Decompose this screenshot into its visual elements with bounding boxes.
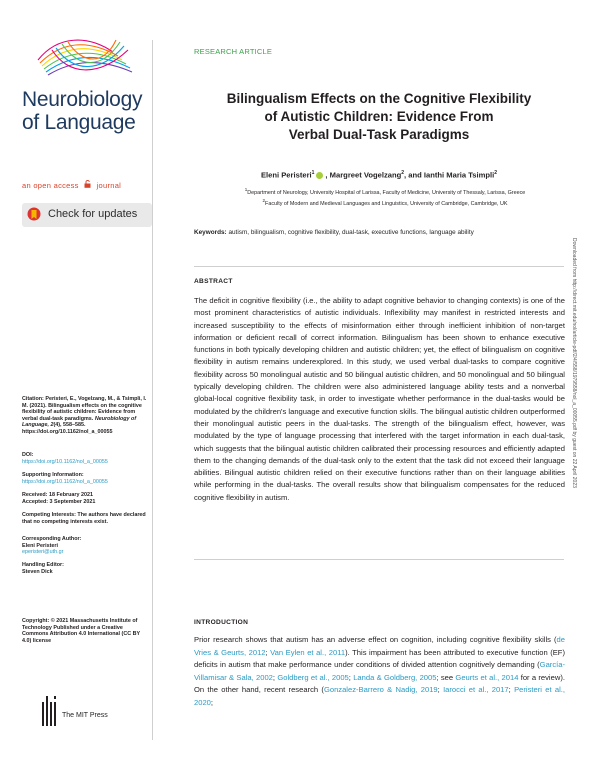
citation-link[interactable]: Landa & Goldberg, 2005	[353, 672, 437, 682]
article-type: RESEARCH ARTICLE	[194, 47, 273, 56]
orcid-icon[interactable]	[316, 172, 323, 179]
email-link[interactable]: eperisteri@uth.gr	[22, 549, 64, 556]
mit-press-label: The MIT Press	[62, 712, 108, 719]
column-divider	[152, 40, 153, 740]
oa-prefix: an open access	[22, 181, 79, 190]
rule-bottom	[194, 559, 564, 560]
author-2: Margreet Vogelzang	[329, 170, 402, 180]
check-for-updates-label: Check for updates	[48, 208, 138, 220]
citation-link[interactable]: Iarocci et al., 2017	[443, 685, 509, 694]
open-access-line	[22, 180, 121, 190]
check-for-updates-button[interactable]	[22, 203, 152, 227]
abstract-heading: ABSTRACT	[194, 278, 233, 285]
introduction-text: Prior research shows that autism has an adverse effect on cognition, including cognitive flexibility skills (de Vries & Geurts, 2012; Van Eylen et al., 2011). This impairment has been attributed to executive function (EF) deficits in autism that make performance under conditions of divided attention cognitively demanding (García-Villamisar & Sala, 2002; Goldberg et al., 2005; Landa & Goldberg, 2005; see Geurts et al., 2014 for a review). On the other hand, recent research (Gonzalez-Barrero & Nadig, 2019; Iarocci et al., 2017; Peristeri et al., 2020;	[194, 635, 565, 707]
handling-editor-block: Handling Editor: Steven Dick	[22, 562, 64, 575]
citation-link[interactable]: Peristeri et al., 2020	[194, 685, 565, 707]
journal-name	[22, 88, 172, 134]
doi-link[interactable]: https://doi.org/10.1162/nol_a_00055	[22, 458, 108, 465]
journal-name-line1: Neurobiology	[22, 88, 143, 111]
citation-link[interactable]: Van Eylen et al., 2011	[270, 647, 346, 657]
bookmark-icon	[27, 207, 41, 223]
keywords: Keywords: autism, bilingualism, cognitive flexibility, dual-task, executive functions, language ability	[194, 229, 474, 236]
citation-link[interactable]: de Vries & Geurts, 2012	[194, 635, 565, 657]
author-1: Eleni Peristeri	[260, 170, 312, 180]
abstract-text: The deficit in cognitive flexibility (i.e., the ability to adapt cognitive behavior to changing contexts) is one of the most prominent characteristics of autistic individuals. Inflexibility may manifest in restricted interests and increased susceptibility to the effects of misinformation either through inefficient inhibition of non-target information or deficient recall of correct information. Bilingualism has been shown to enhance executive functions in both typically developing children and autistic children; yet, the effect of bilingualism on cognitive flexibility in autism remains underexplored. In this study, we used verbal dual-tasks to compare cognitive flexibility across 50 monolingual autistic and 50 bilingual autistic children, and 50 monolingual and 50 bilingual typically developing children. The children were also administered language ability tests and a nonverbal global-local cognitive flexibility task, in order to investigate whether performance in the dual-tasks would be modulated by the children's language and executive function skills. The bilingual autistic children outperformed their monolingual autistic peers in the dual-tasks. The strength of the bilingualism effect, however, was modulated by the type of language processing that interfered with the target information in each dual-task, which suggests that the bilingual autistic children calibrated their processing resources and efficiently adapted them to the changing demands of the dual-task only to the extent that the task did not exceed their language abilities. Bilingual autistic children relied on their executive functions rather than on their language abilities while performing in the dual-tasks. The overall results show that bilingualism compensates for the reduced cognitive flexibility in autism.	[194, 296, 565, 502]
journal-logo	[18, 30, 168, 90]
journal-name-line2: of Language	[22, 111, 136, 134]
citation-link[interactable]: Geurts et al., 2014	[455, 672, 519, 682]
corresponding-author-block: Corresponding Author: Eleni Peristeri eperisteri@uth.gr	[22, 536, 150, 556]
oa-suffix: journal	[96, 181, 122, 190]
mit-press-logo	[42, 696, 60, 726]
rule-top	[194, 266, 564, 267]
copyright-block: Copyright: © 2021 Massachusetts Institute of Technology Published under a Creative Commons Attribution 4.0 International (CC BY 4.0) license	[22, 618, 140, 644]
affiliation-1: $^1$Department of Neurology, University Hospital of Larissa, Faculty of Medicine, University of Thessaly, Larissa, Greece	[244, 187, 526, 196]
introduction-heading: INTRODUCTION	[194, 619, 249, 626]
dates-block: Received: 18 February 2021 Accepted: 3 September 2021	[22, 492, 96, 505]
affiliation-2: $^2$Faculty of Modern and Medieval Languages and Linguistics, University of Cambridge, Cambridge, UK	[262, 198, 508, 207]
supporting-info-link[interactable]: https://doi.org/10.1162/nol_a_00055	[22, 478, 108, 485]
citation-block: Citation: Peristeri, E., Vogelzang, M., & Tsimpli, I. M. (2021). Bilingualism effects on the cognitive flexibility of autistic children: Evidence from verbal dual-task paradigms. Neurobiology of Language, 2(4), 558–585. https://doi.org/10.1162/nol_a_00055	[22, 396, 147, 435]
citation-link[interactable]: García-Villamisar & Sala, 2002	[194, 660, 565, 682]
citation-link[interactable]: Goldberg et al., 2005	[277, 672, 349, 682]
citation-link[interactable]: Gonzalez-Barrero & Nadig, 2019	[323, 685, 438, 694]
article-title: Bilingualism Effects on the Cognitive Flexibility of Autistic Children: Evidence From Verbal Dual-Task Paradigms	[226, 91, 532, 142]
competing-interests-block: Competing Interests: The authors have declared that no competing interests exist.	[22, 512, 146, 525]
author-3: Ianthi Maria Tsimpli	[423, 170, 495, 180]
author-list: Eleni Peristeri$^1$ , Margreet Vogelzang$^2$, and Ianthi Maria Tsimpli$^2$	[260, 170, 498, 180]
lock-open-icon	[84, 180, 91, 190]
download-note: Downloaded from http://direct.mit.edu/nol/article-pdf/2/4/558/1979558/nol_a_00055.pdf by guest on 22 April 2023	[571, 238, 577, 488]
doi-block: DOI: https://doi.org/10.1162/nol_a_00055	[22, 452, 150, 465]
supporting-info-block: Supporting Information: https://doi.org/10.1162/nol_a_00055	[22, 472, 150, 485]
